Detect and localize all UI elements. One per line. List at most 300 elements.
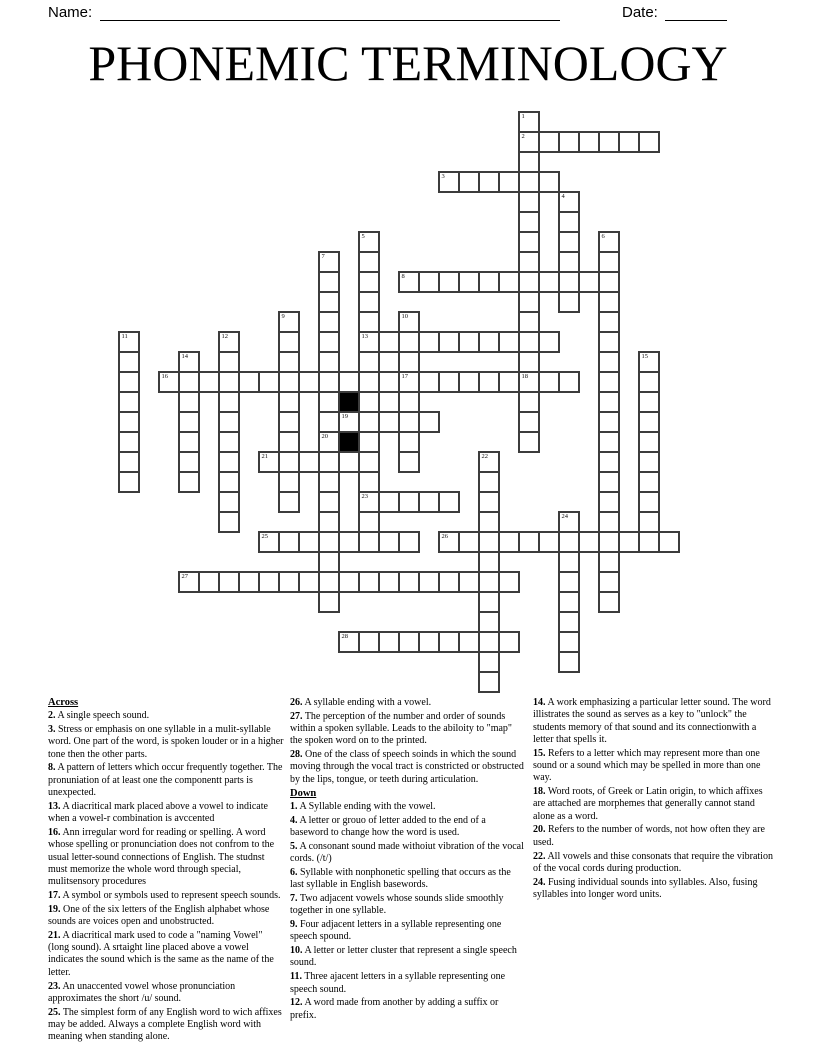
crossword-cell[interactable] xyxy=(558,131,580,153)
crossword-cell[interactable] xyxy=(598,371,620,393)
crossword-cell[interactable] xyxy=(598,411,620,433)
cell-number: 24 xyxy=(561,513,568,520)
crossword-cell[interactable] xyxy=(398,311,420,333)
crossword-cell[interactable] xyxy=(478,531,500,553)
crossword-cell[interactable] xyxy=(518,311,540,333)
clue-23: 23. An unaccented vowel whose pronunciation approximates the short /u/ sound. xyxy=(48,980,236,1004)
crossword-cell[interactable] xyxy=(178,471,200,493)
crossword-cell[interactable] xyxy=(598,291,620,313)
crossword-cell[interactable] xyxy=(318,551,340,573)
crossword-cell[interactable] xyxy=(178,351,200,373)
cell-number: 15 xyxy=(641,353,648,360)
crossword-cell[interactable] xyxy=(398,431,420,453)
cell-number: 5 xyxy=(361,233,365,240)
crossword-cell[interactable] xyxy=(498,531,520,553)
crossword-cell[interactable] xyxy=(518,271,540,293)
clue-25: 25. The simplest form of any English word to wich affixes may be added. Always a complete English word with meaning when standing alone. xyxy=(48,1006,282,1043)
clue-18: 18. Word roots, of Greek or Latin origin, to which affixes are attached are morphemes that generally cannot stand alone as a word. xyxy=(533,786,763,822)
crossword-cell[interactable] xyxy=(318,291,340,313)
crossword-cell[interactable] xyxy=(438,371,460,393)
crossword-cell[interactable] xyxy=(178,371,200,393)
clue-2: 2. A single speech sound. xyxy=(48,710,150,722)
crossword-cell[interactable] xyxy=(358,451,380,473)
clue-28: 28. One of the class of speech soinds in which the sound moving through the vocal tract is constricted or obstructed by the lips, tongue, or teeth during articulation. xyxy=(290,749,524,785)
crossword-cell[interactable] xyxy=(358,431,380,453)
cell-number: 20 xyxy=(321,433,328,440)
crossword-cell[interactable] xyxy=(598,531,620,553)
crossword-cell[interactable] xyxy=(598,591,620,613)
clue-7: 7. Two adjacent vowels whose sounds slide smoothly together in one syllable. xyxy=(290,892,504,917)
crossword-cell[interactable] xyxy=(338,631,360,653)
name-line[interactable] xyxy=(100,4,560,21)
clue-14: 14. A work emphasizing a particular letter sound. The word illistrates the sound as serves as a key to "unlock" the students memory of that sound and its connectionwith a letter that spells it. xyxy=(533,697,771,745)
crossword-cell[interactable] xyxy=(638,371,660,393)
crossword-cell[interactable] xyxy=(318,251,340,273)
crossword-cell[interactable] xyxy=(318,411,340,433)
crossword-cell[interactable] xyxy=(518,131,540,153)
crossword-cell[interactable] xyxy=(478,451,500,473)
crossword-cell[interactable] xyxy=(358,491,380,513)
crossword-cell[interactable] xyxy=(358,571,380,593)
crossword-cell[interactable] xyxy=(518,111,540,133)
clue-16: 16. Ann irregular word for reading or spelling. A word whose spelling or pronunciation does not confrom to the usual letter-sound connections of English. The studnst must memorize the whole word through special, mulitsensory procedures xyxy=(48,826,275,888)
clue-24: 24. Fusing individual sounds into syllables. Also, fusing syllables into longer word units. xyxy=(533,876,758,900)
crossword-cell[interactable] xyxy=(538,271,560,293)
crossword-cell[interactable] xyxy=(418,571,440,593)
crossword-cell[interactable] xyxy=(298,571,320,593)
crossword-cell[interactable] xyxy=(358,371,380,393)
crossword-cell[interactable] xyxy=(618,131,640,153)
clue-13: 13. A diacritical mark placed above a vowel to indicate when a vowel-r combination is avccented xyxy=(48,800,268,825)
crossword-cell[interactable] xyxy=(218,491,240,513)
crossword-cell[interactable] xyxy=(378,571,400,593)
crossword-cell[interactable] xyxy=(118,431,140,453)
clue-11: 11. Three ajacent letters in a syllable representing one speech sound. xyxy=(290,971,506,995)
crossword-cell[interactable] xyxy=(398,411,420,433)
crossword-cell[interactable] xyxy=(378,371,400,393)
cell-number: 28 xyxy=(341,633,348,640)
crossword-cell[interactable] xyxy=(518,351,540,373)
crossword-cell[interactable] xyxy=(198,571,220,593)
crossword-cell[interactable] xyxy=(638,471,660,493)
crossword-cell[interactable] xyxy=(578,271,600,293)
crossword-cell[interactable] xyxy=(278,391,300,413)
crossword-cell[interactable] xyxy=(578,531,600,553)
crossword-cell[interactable] xyxy=(358,231,380,253)
crossword-cell[interactable] xyxy=(558,191,580,213)
crossword-cell[interactable] xyxy=(638,391,660,413)
clue-9: 9. Four adjacent letters in a syllable representing one speech spound. xyxy=(290,919,502,943)
crossword-cell[interactable] xyxy=(558,211,580,233)
clue-27: 27. The perception of the number and order of sounds within a spoken syllable. Leads to the abiloity to "map" the spoken word on to the printed. xyxy=(290,710,513,747)
cell-number: 22 xyxy=(481,453,488,460)
crossword-cell[interactable] xyxy=(638,131,660,153)
crossword-cell[interactable] xyxy=(498,331,520,353)
crossword-cell[interactable] xyxy=(398,571,420,593)
crossword-cell[interactable] xyxy=(378,331,400,353)
crossword-cell[interactable] xyxy=(218,571,240,593)
crossword-cell[interactable] xyxy=(498,171,520,193)
crossword-cell[interactable] xyxy=(338,411,360,433)
crossword-cell[interactable] xyxy=(598,311,620,333)
cell-number: 3 xyxy=(441,173,445,180)
crossword-cell[interactable] xyxy=(398,491,420,513)
crossword-cell[interactable] xyxy=(318,271,340,293)
crossword-cell[interactable] xyxy=(538,371,560,393)
cell-number: 27 xyxy=(181,573,188,580)
crossword-cell[interactable] xyxy=(278,531,300,553)
crossword-cell[interactable] xyxy=(458,631,480,653)
crossword-cell[interactable] xyxy=(158,371,180,393)
crossword-cell[interactable] xyxy=(118,411,140,433)
crossword-cell[interactable] xyxy=(518,291,540,313)
crossword-cell[interactable] xyxy=(478,611,500,633)
crossword-cell[interactable] xyxy=(318,431,340,453)
crossword-cell[interactable] xyxy=(218,451,240,473)
clue-heading-down: Down xyxy=(290,787,317,799)
crossword-cell[interactable] xyxy=(598,391,620,413)
crossword-cell[interactable] xyxy=(598,231,620,253)
crossword-cell[interactable] xyxy=(318,391,340,413)
crossword-cell[interactable] xyxy=(358,271,380,293)
crossword-cell[interactable] xyxy=(218,391,240,413)
crossword-cell[interactable] xyxy=(218,331,240,353)
cell-number: 4 xyxy=(561,193,565,200)
crossword-cell[interactable] xyxy=(118,331,140,353)
crossword-cell[interactable] xyxy=(258,451,280,473)
crossword-cell[interactable] xyxy=(318,311,340,333)
crossword-cell[interactable] xyxy=(478,651,500,673)
crossword-cell[interactable] xyxy=(318,531,340,553)
crossword-cell[interactable] xyxy=(398,271,420,293)
crossword-cell[interactable] xyxy=(658,531,680,553)
crossword-cell[interactable] xyxy=(238,571,260,593)
crossword-cell[interactable] xyxy=(598,271,620,293)
crossword-cell[interactable] xyxy=(338,371,360,393)
crossword-cell[interactable] xyxy=(638,411,660,433)
crossword-cell[interactable] xyxy=(418,371,440,393)
crossword-cell[interactable] xyxy=(478,511,500,533)
cell-number: 19 xyxy=(341,413,348,420)
cell-number: 7 xyxy=(321,253,325,260)
crossword-cell[interactable] xyxy=(518,211,540,233)
clue-column-3 xyxy=(533,697,773,903)
crossword-cell[interactable] xyxy=(438,531,460,553)
crossword-cell[interactable] xyxy=(518,391,540,413)
cell-number: 23 xyxy=(361,493,368,500)
crossword-cell[interactable] xyxy=(338,531,360,553)
crossword-cell[interactable] xyxy=(638,531,660,553)
clue-10: 10. A letter or letter cluster that represent a single speech sound. xyxy=(290,945,517,969)
crossword-cell[interactable] xyxy=(358,291,380,313)
crossword-cell[interactable] xyxy=(558,511,580,533)
crossword-cell[interactable] xyxy=(438,171,460,193)
crossword-cell[interactable] xyxy=(318,571,340,593)
crossword-cell[interactable] xyxy=(538,131,560,153)
crossword-cell[interactable] xyxy=(358,331,380,353)
cell-number: 13 xyxy=(361,333,368,340)
black-cell xyxy=(338,431,360,453)
clue-4: 4. A letter or grouo of letter added to the end of a baseword to change how the word is used. xyxy=(290,814,486,838)
cell-number: 17 xyxy=(401,373,408,380)
crossword-cell[interactable] xyxy=(558,631,580,653)
crossword-cell[interactable] xyxy=(598,551,620,573)
clue-17: 17. A symbol or symbols used to represent speech sounds. xyxy=(48,889,281,901)
crossword-cell[interactable] xyxy=(358,531,380,553)
crossword-cell[interactable] xyxy=(298,531,320,553)
cell-number: 14 xyxy=(181,353,188,360)
crossword-cell[interactable] xyxy=(558,531,580,553)
crossword-cell[interactable] xyxy=(478,331,500,353)
crossword-cell[interactable] xyxy=(478,631,500,653)
page-title: PHONEMIC TERMINOLOGY xyxy=(88,35,728,91)
crossword-cell[interactable] xyxy=(578,131,600,153)
crossword-cell[interactable] xyxy=(458,171,480,193)
crossword-cell[interactable] xyxy=(118,391,140,413)
crossword-cell[interactable] xyxy=(298,451,320,473)
crossword-cell[interactable] xyxy=(458,571,480,593)
black-cell xyxy=(338,391,360,413)
crossword-cell[interactable] xyxy=(478,471,500,493)
crossword-cell[interactable] xyxy=(478,551,500,573)
crossword-cell[interactable] xyxy=(558,551,580,573)
crossword-cell[interactable] xyxy=(258,371,280,393)
clue-12: 12. A word made from another by adding a suffix or prefix. xyxy=(290,997,499,1021)
crossword-cell[interactable] xyxy=(398,371,420,393)
crossword-cell[interactable] xyxy=(278,491,300,513)
crossword-cell[interactable] xyxy=(518,411,540,433)
crossword-cell[interactable] xyxy=(518,231,540,253)
crossword-cell[interactable] xyxy=(558,611,580,633)
crossword-cell[interactable] xyxy=(518,251,540,273)
cell-number: 1 xyxy=(521,113,525,120)
crossword-cell[interactable] xyxy=(638,491,660,513)
crossword-cell[interactable] xyxy=(298,371,320,393)
crossword-cell[interactable] xyxy=(338,571,360,593)
crossword-cell[interactable] xyxy=(318,331,340,353)
crossword-cell[interactable] xyxy=(438,331,460,353)
clue-15: 15. Refers to a letter which may represent more than one sound or a sound which may be spelled in more than one way. xyxy=(533,747,761,784)
crossword-cell[interactable] xyxy=(278,411,300,433)
crossword-cell[interactable] xyxy=(638,451,660,473)
cell-number: 11 xyxy=(121,333,128,340)
crossword-cell[interactable] xyxy=(518,331,540,353)
crossword-cell[interactable] xyxy=(438,491,460,513)
crossword-cell[interactable] xyxy=(178,571,200,593)
crossword-cell[interactable] xyxy=(178,431,200,453)
crossword-cell[interactable] xyxy=(558,291,580,313)
crossword-cell[interactable] xyxy=(478,371,500,393)
crossword-cell[interactable] xyxy=(598,431,620,453)
crossword-cell[interactable] xyxy=(538,531,560,553)
crossword-cell[interactable] xyxy=(318,511,340,533)
crossword-cell[interactable] xyxy=(278,431,300,453)
clue-19: 19. One of the six letters of the English alphabet whose sounds are voices open and unobstructed. xyxy=(48,903,270,928)
crossword-cell[interactable] xyxy=(478,271,500,293)
crossword-cell[interactable] xyxy=(598,331,620,353)
crossword-cell[interactable] xyxy=(118,451,140,473)
crossword-cell[interactable] xyxy=(358,311,380,333)
clue-20: 20. Refers to the number of words, not how often they are used. xyxy=(533,824,765,848)
crossword-cell[interactable] xyxy=(638,511,660,533)
crossword-cell[interactable] xyxy=(378,411,400,433)
cell-number: 8 xyxy=(401,273,405,280)
crossword-cell[interactable] xyxy=(638,431,660,453)
crossword-cell[interactable] xyxy=(478,171,500,193)
crossword-cell[interactable] xyxy=(278,331,300,353)
crossword-cell[interactable] xyxy=(398,451,420,473)
crossword-cell[interactable] xyxy=(418,411,440,433)
crossword-cell[interactable] xyxy=(638,351,660,373)
crossword-cell[interactable] xyxy=(418,491,440,513)
crossword-cell[interactable] xyxy=(478,671,500,693)
crossword-cell[interactable] xyxy=(318,371,340,393)
crossword-cell[interactable] xyxy=(418,331,440,353)
crossword-cell[interactable] xyxy=(278,451,300,473)
crossword-cell[interactable] xyxy=(198,371,220,393)
crossword-cell[interactable] xyxy=(398,631,420,653)
crossword-cell[interactable] xyxy=(498,571,520,593)
crossword-cell[interactable] xyxy=(498,631,520,653)
crossword-cell[interactable] xyxy=(358,411,380,433)
crossword-cell[interactable] xyxy=(478,571,500,593)
clue-column-1 xyxy=(48,697,284,1045)
crossword-cell[interactable] xyxy=(518,171,540,193)
crossword-cell[interactable] xyxy=(118,351,140,373)
cell-number: 2 xyxy=(521,133,525,140)
crossword-cell[interactable] xyxy=(598,251,620,273)
cell-number: 21 xyxy=(261,453,268,460)
crossword-cell[interactable] xyxy=(218,431,240,453)
crossword-cell[interactable] xyxy=(318,591,340,613)
crossword-cell[interactable] xyxy=(438,631,460,653)
crossword-cell[interactable] xyxy=(278,311,300,333)
crossword-cell[interactable] xyxy=(558,651,580,673)
cell-number: 18 xyxy=(521,373,528,380)
crossword-cell[interactable] xyxy=(518,151,540,173)
crossword-cell[interactable] xyxy=(218,511,240,533)
crossword-cell[interactable] xyxy=(458,371,480,393)
clue-5: 5. A consonant sound made withoiut vibration of the vocal cords. (/t/) xyxy=(290,840,524,865)
crossword-cell[interactable] xyxy=(558,591,580,613)
crossword-cell[interactable] xyxy=(598,511,620,533)
date-line[interactable] xyxy=(665,4,727,21)
crossword-cell[interactable] xyxy=(178,391,200,413)
cell-number: 6 xyxy=(601,233,605,240)
crossword-cell[interactable] xyxy=(118,471,140,493)
crossword-cell[interactable] xyxy=(558,271,580,293)
cell-number: 10 xyxy=(401,313,408,320)
crossword-cell[interactable] xyxy=(558,251,580,273)
cell-number: 12 xyxy=(221,333,228,340)
crossword-cell[interactable] xyxy=(398,351,420,373)
crossword-cell[interactable] xyxy=(318,471,340,493)
crossword-cell[interactable] xyxy=(558,371,580,393)
crossword-cell[interactable] xyxy=(478,491,500,513)
cell-number: 9 xyxy=(281,313,285,320)
crossword-cell[interactable] xyxy=(418,631,440,653)
crossword-cell[interactable] xyxy=(378,631,400,653)
crossword-cell[interactable] xyxy=(358,351,380,373)
crossword-cell[interactable] xyxy=(178,411,200,433)
cell-number: 25 xyxy=(261,533,268,540)
crossword-cell[interactable] xyxy=(438,571,460,593)
crossword-cell[interactable] xyxy=(358,471,380,493)
crossword-grid xyxy=(118,111,682,695)
crossword-cell[interactable] xyxy=(618,531,640,553)
crossword-cell[interactable] xyxy=(358,631,380,653)
crossword-cell[interactable] xyxy=(178,451,200,473)
crossword-cell[interactable] xyxy=(378,531,400,553)
crossword-cell[interactable] xyxy=(398,391,420,413)
cell-number: 26 xyxy=(441,533,448,540)
crossword-cell[interactable] xyxy=(458,331,480,353)
crossword-cell[interactable] xyxy=(538,331,560,353)
crossword-cell[interactable] xyxy=(318,351,340,373)
crossword-cell[interactable] xyxy=(278,371,300,393)
crossword-cell[interactable] xyxy=(258,531,280,553)
crossword-cell[interactable] xyxy=(518,431,540,453)
crossword-cell[interactable] xyxy=(598,471,620,493)
crossword-cell[interactable] xyxy=(358,511,380,533)
crossword-cell[interactable] xyxy=(598,491,620,513)
crossword-cell[interactable] xyxy=(358,251,380,273)
crossword-cell[interactable] xyxy=(218,371,240,393)
crossword-cell[interactable] xyxy=(558,571,580,593)
date-label: Date: xyxy=(622,4,658,21)
crossword-cell[interactable] xyxy=(358,391,380,413)
crossword-cell[interactable] xyxy=(498,271,520,293)
crossword-cell[interactable] xyxy=(258,571,280,593)
crossword-cell[interactable] xyxy=(218,351,240,373)
clue-22: 22. All vowels and thise consonats that require the vibration of the vocal cords during production. xyxy=(533,850,773,874)
crossword-cell[interactable] xyxy=(598,451,620,473)
crossword-cell[interactable] xyxy=(378,491,400,513)
clue-1: 1. A Syllable ending with the vowel. xyxy=(290,800,436,812)
crossword-cell[interactable] xyxy=(518,531,540,553)
crossword-cell[interactable] xyxy=(518,191,540,213)
crossword-cell[interactable] xyxy=(218,411,240,433)
crossword-cell[interactable] xyxy=(438,271,460,293)
crossword-cell[interactable] xyxy=(558,231,580,253)
crossword-cell[interactable] xyxy=(418,271,440,293)
crossword-cell[interactable] xyxy=(498,371,520,393)
crossword-cell[interactable] xyxy=(218,471,240,493)
name-label: Name: xyxy=(48,4,93,21)
crossword-cell[interactable] xyxy=(598,131,620,153)
crossword-cell[interactable] xyxy=(458,531,480,553)
crossword-cell[interactable] xyxy=(278,471,300,493)
clue-6: 6. Syllable with nonphonetic spelling that occurs as the last syllable in English basewords. xyxy=(290,866,511,891)
crossword-cell[interactable] xyxy=(398,331,420,353)
crossword-cell[interactable] xyxy=(278,351,300,373)
crossword-cell[interactable] xyxy=(238,371,260,393)
crossword-cell[interactable] xyxy=(518,371,540,393)
crossword-cell[interactable] xyxy=(598,351,620,373)
crossword-cell[interactable] xyxy=(398,531,420,553)
clue-heading-across: Across xyxy=(48,697,79,708)
crossword-cell[interactable] xyxy=(338,451,360,473)
crossword-cell[interactable] xyxy=(538,171,560,193)
crossword-cell[interactable] xyxy=(458,271,480,293)
crossword-cell[interactable] xyxy=(278,571,300,593)
crossword-cell[interactable] xyxy=(318,491,340,513)
crossword-cell[interactable] xyxy=(118,371,140,393)
clue-26: 26. A syllable ending with a vowel. xyxy=(290,697,432,708)
crossword-cell[interactable] xyxy=(598,571,620,593)
crossword-cell[interactable] xyxy=(318,451,340,473)
crossword-cell[interactable] xyxy=(478,591,500,613)
